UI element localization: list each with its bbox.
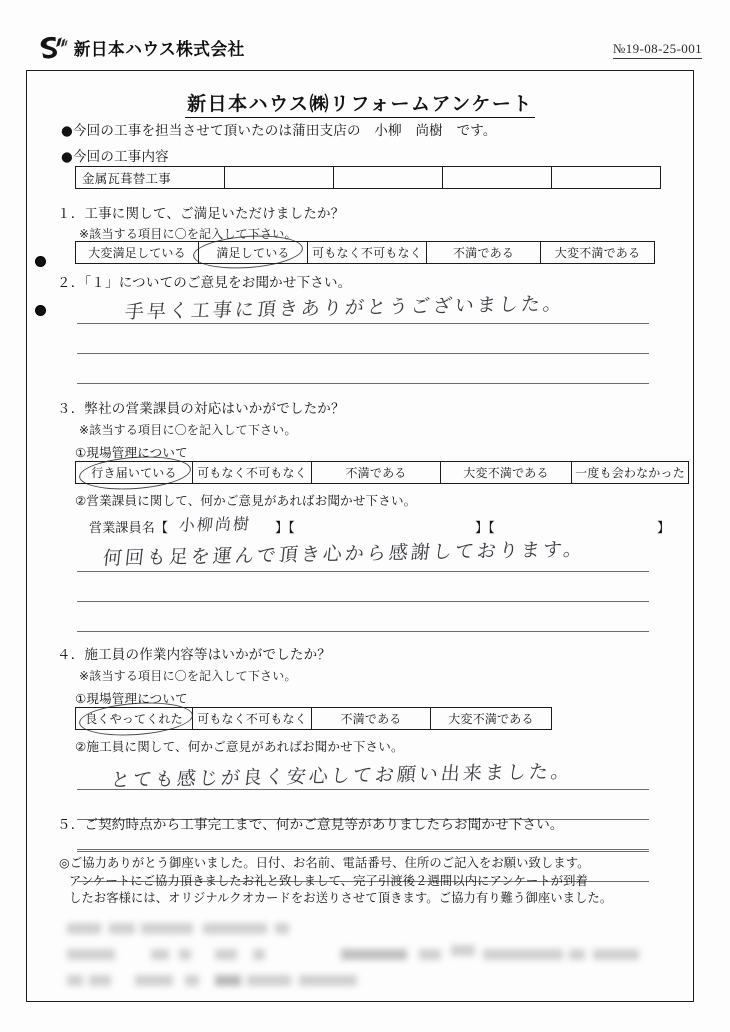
work-content-cell-4[interactable]	[443, 167, 552, 189]
binder-hole-icon	[35, 305, 46, 316]
question-4-answer-handwriting: とても感じが良く安心してお願い出来ました。	[109, 760, 574, 792]
document-number: №19-08-25-001	[613, 41, 702, 59]
writing-rule	[77, 789, 649, 790]
sales-rep-bracket-3: 】【	[475, 521, 495, 536]
question-3-note: ※該当する項目に〇を記入して下さい。	[79, 423, 297, 437]
work-content-cell-2[interactable]	[225, 167, 334, 189]
question-3-options-table	[75, 461, 689, 484]
sales-rep-bracket-2: 】【	[275, 521, 295, 536]
writing-rule	[77, 851, 649, 852]
footer-notice	[59, 855, 612, 908]
question-4-options-table	[75, 707, 552, 730]
company-logo	[38, 34, 247, 60]
binder-hole-icon	[35, 256, 46, 267]
writing-rule	[77, 323, 649, 324]
q1-option-2[interactable]: 可もなく不可もなく	[308, 242, 427, 264]
writing-rule	[77, 631, 649, 632]
question-3-subheading-1: ①現場管理について	[75, 445, 188, 460]
q4-option-2[interactable]: 不満である	[312, 708, 431, 730]
question-1-note: ※該当する項目に〇を記入して下さい。	[79, 227, 297, 241]
redacted-personal-info	[63, 919, 643, 991]
q1-option-1[interactable]: 満足している	[199, 242, 308, 264]
footer-line-3: したお客様には、オリジナルクオカードをお送りさせて頂きます。ご協力有り難う御座いました。	[69, 891, 613, 905]
q3-option-0[interactable]: 行き届いている	[76, 462, 193, 484]
company-name: 新日本ハウス株式会社	[73, 39, 245, 60]
work-content-heading: ●今回の工事内容	[61, 149, 169, 165]
sales-rep-name-handwriting: 小柳尚樹	[177, 514, 252, 535]
work-content-table	[75, 166, 661, 189]
page-title: 新日本ハウス㈱リフォームアンケート	[27, 89, 693, 116]
sales-rep-name-label: 営業課員名【	[89, 521, 169, 536]
question-1-text: １．工事に関して、ご満足いただけましたか？	[57, 206, 345, 222]
q3-option-4[interactable]: 一度も会わなかった	[572, 462, 689, 484]
footer-line-2: アンケートにご協力頂きましたお礼と致しまして、完了引渡後２週間以内にアンケートが到着	[69, 873, 588, 888]
document-frame	[26, 70, 694, 1002]
q4-option-0[interactable]: 良くやってくれた	[76, 708, 193, 730]
table-row	[76, 242, 655, 264]
table-row	[76, 167, 661, 189]
q1-option-0[interactable]: 大変満足している	[76, 242, 199, 264]
writing-rule	[77, 571, 649, 572]
question-2-answer-handwriting: 手早く工事に頂きありがとうございました。	[123, 292, 566, 324]
question-4-text: ４．施工員の作業内容等はいかがでしたか？	[57, 647, 331, 663]
question-2-text: ２．「１」についてのご意見をお聞かせ下さい。	[57, 275, 352, 291]
intro-line: ●今回の工事を担当させて頂いたのは蒲田支店の 小柳 尚樹 です。	[61, 123, 497, 139]
table-row	[76, 708, 552, 730]
work-content-cell-1[interactable]: 金属瓦葺替工事	[76, 167, 225, 189]
table-row	[76, 462, 689, 484]
writing-rule	[77, 849, 649, 850]
sales-rep-bracket-4: 】	[657, 521, 671, 536]
question-4-subheading-1: ①現場管理について	[75, 691, 188, 706]
question-3-answer-handwriting: 何回も足を運んで頂き心から感謝しております。	[101, 538, 587, 570]
q3-option-1[interactable]: 可もなく不可もなく	[193, 462, 312, 484]
writing-rule	[77, 601, 649, 602]
footer-line-1: ◎ご協力ありがとう御座いました。日付、お名前、電話番号、住所のご記入をお願い致します。	[59, 856, 590, 870]
swoosh-logo-icon	[38, 34, 68, 60]
work-content-cell-3[interactable]	[334, 167, 443, 189]
writing-rule	[77, 383, 649, 384]
q3-option-3[interactable]: 大変不満である	[441, 462, 572, 484]
question-1-options-table	[75, 241, 655, 264]
question-4-subheading-2: ②施工員に関して、何かご意見があればお聞かせ下さい。	[75, 739, 404, 754]
question-4-note: ※該当する項目に〇を記入して下さい。	[79, 669, 297, 683]
q3-option-2[interactable]: 不満である	[312, 462, 441, 484]
question-5-text: ５．ご契約時点から工事完工まで、何かご意見等がありましたらお聞かせ下さい。	[57, 817, 564, 833]
q4-option-3[interactable]: 大変不満である	[431, 708, 552, 730]
question-3-subheading-2: ②営業課員に関して、何かご意見があればお聞かせ下さい。	[75, 493, 417, 508]
q1-option-3[interactable]: 不満である	[427, 242, 541, 264]
q4-option-1[interactable]: 可もなく不可もなく	[193, 708, 312, 730]
writing-rule	[77, 353, 649, 354]
question-3-text: ３．弊社の営業課員の対応はいかがでしたか？	[57, 401, 345, 417]
q1-option-4[interactable]: 大変不満である	[541, 242, 655, 264]
document-header	[0, 0, 730, 68]
work-content-cell-5[interactable]	[552, 167, 661, 189]
